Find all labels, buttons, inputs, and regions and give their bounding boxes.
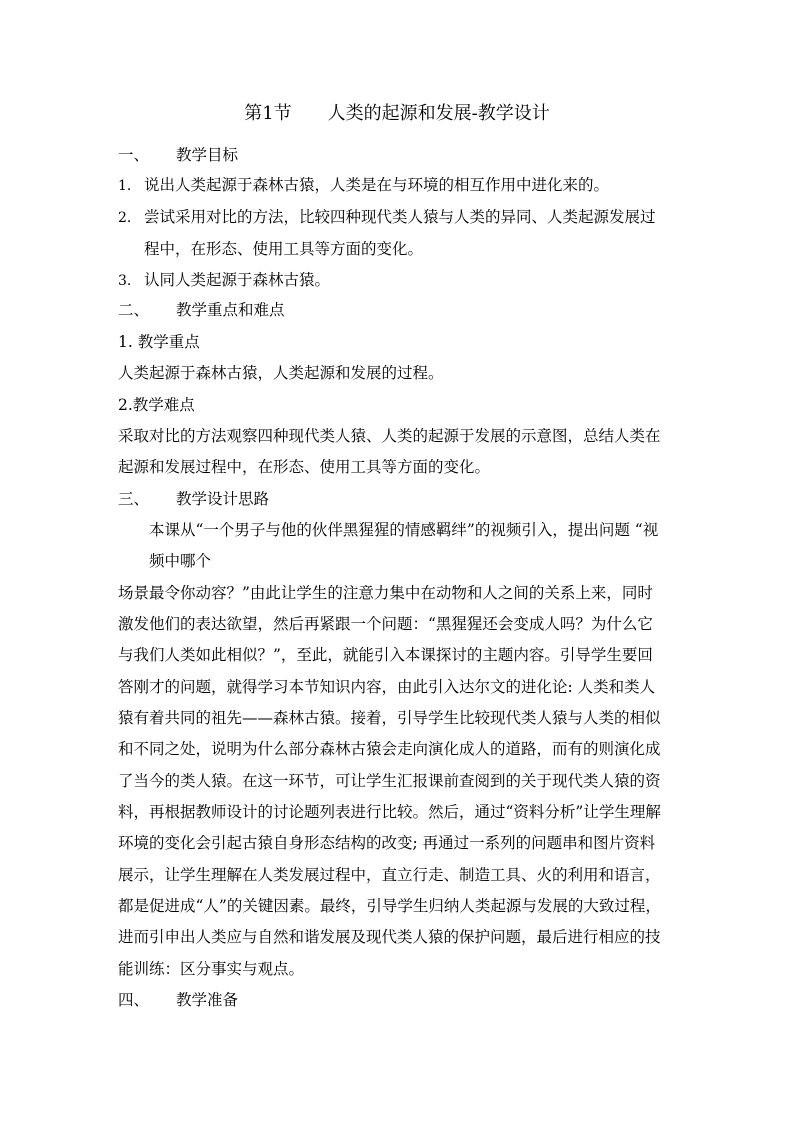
design-para-line-4: 激发他们的表达欲望，然后再紧跟一个问题：“黑猩猩还会变成人吗？为什么它 [118, 615, 653, 633]
objective-1-text: 说出人类起源于森林古猿，人类是在与环境的相互作用中进化来的。 [144, 176, 610, 194]
section-2-title: 教学重点和难点 [176, 301, 285, 319]
key-points-text: 人类起源于森林古猿，人类起源和发展的过程。 [118, 364, 444, 382]
objective-item-3 [118, 268, 330, 293]
key-points-heading: 1. 教学重点 [118, 333, 200, 351]
section-4-heading [118, 988, 238, 1012]
objective-3-text: 认同人类起源于森林古猿。 [144, 271, 331, 289]
design-para-line-11: 环境的变化会引起古猿自身形态结构的改变; 再通过一系列的问题串和图片资料 [118, 834, 656, 852]
objective-3-number: 3. [118, 273, 132, 289]
section-3-title: 教学设计思路 [176, 490, 270, 508]
design-para-line-5: 与我们人类如此相似？”，至此，就能引入本课探讨的主题内容。引导学生要回 [118, 646, 653, 664]
design-para-line-12: 展示，让学生理解在人类发展过程中，直立行走、制造工具、火的利用和语言， [118, 866, 661, 884]
section-3-heading [118, 487, 269, 511]
section-4-title: 教学准备 [176, 991, 239, 1009]
objective-item-2 [118, 205, 656, 230]
section-4-number: 四、 [118, 991, 150, 1009]
objective-1-number: 1. [118, 178, 132, 194]
objective-item-1 [118, 173, 609, 198]
difficult-points-heading: 2.教学难点 [118, 396, 195, 414]
section-1-number: 一、 [118, 146, 150, 164]
section-3-number: 三、 [118, 490, 150, 508]
design-para-line-7: 猿有着共同的祖先——森林古猿。接着，引导学生比较现代类人猿与人类的相似 [118, 709, 661, 727]
section-2-heading [118, 298, 285, 322]
design-para-line-10: 料，再根据教师设计的讨论题列表进行比较。然后，通过“资料分析”让学生理解 [118, 803, 661, 821]
page-title: 第1节 人类的起源和发展-教学设计 [244, 103, 550, 124]
design-para-line-14: 进而引申出人类应与自然和谐发展及现代类人猿的保护问题，最后进行相应的技 [118, 928, 661, 946]
objective-2-number: 2. [118, 210, 132, 226]
section-1-title: 教学目标 [176, 146, 239, 164]
design-para-line-15: 能训练：区分事实与观点。 [118, 960, 305, 978]
design-para-line-2: 频中哪个 [149, 552, 212, 570]
design-para-line-9: 了当今的类人猿。在这一环节，可让学生汇报课前查阅到的关于现代类人猿的资 [118, 772, 661, 790]
design-para-line-8: 和不同之处，说明为什么部分森林古猿会走向演化成人的道路，而有的则演化成 [118, 740, 661, 758]
design-para-line-6: 答刚才的问题，就得学习本节知识内容，由此引入达尔文的进化论: 人类和类人 [118, 678, 656, 696]
section-2-number: 二、 [118, 301, 150, 319]
design-para-line-3: 场景最令你动容？”由此让学生的注意力集中在动物和人之间的关系上来，同时 [118, 584, 653, 602]
design-para-line-13: 都是促进成“人”的关键因素。最终，引导学生归纳人类起源与发展的大致过程， [118, 897, 661, 915]
objective-2-text-line-1: 尝试采用对比的方法，比较四种现代类人猿与人类的异同、人类起源发展过 [144, 208, 656, 226]
objective-2-text-line-2: 程中，在形态、使用工具等方面的变化。 [144, 240, 424, 258]
section-1-heading [118, 143, 238, 167]
difficult-points-line-2: 起源和发展过程中，在形态、使用工具等方面的变化。 [118, 458, 491, 476]
design-para-line-1: 本课从“一个男子与他的伙伴黑猩猩的情感羁绊”的视频引入，提出问题 “视 [149, 521, 659, 539]
difficult-points-line-1: 采取对比的方法观察四种现代类人猿、人类的起源于发展的示意图，总结人类在 [118, 427, 661, 445]
